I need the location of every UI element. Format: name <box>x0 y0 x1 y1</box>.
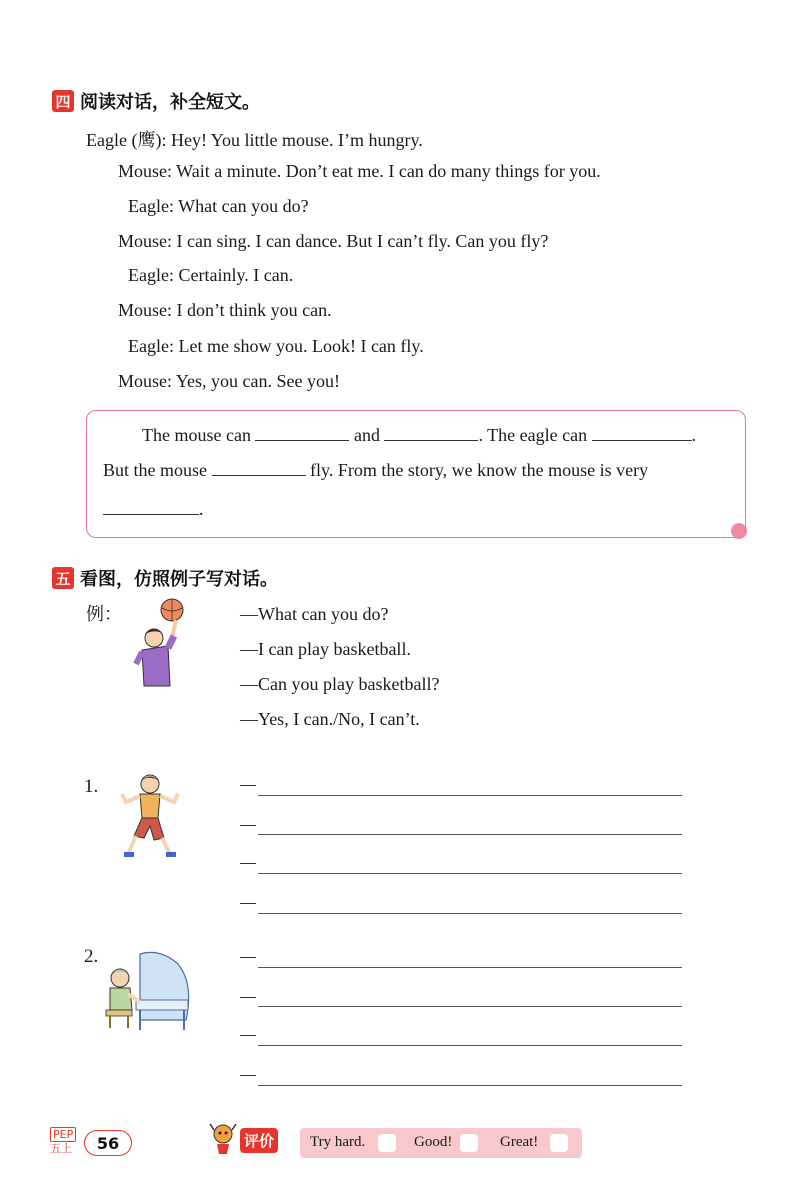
blank-5[interactable] <box>103 513 199 515</box>
dialogue-line-8: Mouse: Yes, you can. See you! <box>118 371 340 391</box>
story-line-1 <box>142 425 696 446</box>
example-line-3: —Can you play basketball? <box>240 674 440 694</box>
story-line-3 <box>103 499 204 520</box>
dash <box>240 863 256 864</box>
pep-logo: PEP <box>50 1127 76 1142</box>
story-text: . The eagle can <box>478 425 588 445</box>
dash <box>240 1035 256 1036</box>
story-text: But the mouse <box>103 460 207 480</box>
dialogue-line-1: Eagle (鹰): Hey! You little mouse. I’m hungry. <box>86 130 423 150</box>
cartoon-mascot-icon <box>208 1122 238 1156</box>
evaluation-label: 评价 <box>240 1128 278 1153</box>
story-text: fly. From the story, we know the mouse is very <box>310 460 649 480</box>
section-4-badge: 四 <box>52 90 74 112</box>
piano-player-icon <box>100 944 196 1036</box>
question-1-label: 1. <box>84 776 99 797</box>
story-text: and <box>353 425 380 445</box>
evaluation-bar <box>300 1128 582 1158</box>
answer-line-2-3[interactable] <box>258 1045 682 1046</box>
story-text: . <box>199 499 204 519</box>
example-line-1: —What can you do? <box>240 604 389 624</box>
blank-3[interactable] <box>592 439 692 441</box>
eval-option-try-hard: Try hard. <box>310 1134 366 1150</box>
grade-label: 五上 <box>50 1142 72 1155</box>
answer-line-1-3[interactable] <box>258 873 682 874</box>
page-number <box>84 1130 132 1156</box>
answer-line-1-1[interactable] <box>258 795 682 796</box>
section-4-heading <box>52 88 260 114</box>
dash <box>240 903 256 904</box>
blank-4[interactable] <box>212 474 306 476</box>
dash <box>240 957 256 958</box>
dialogue-line-3: Eagle: What can you do? <box>128 196 309 216</box>
answer-line-2-4[interactable] <box>258 1085 682 1086</box>
answer-line-2-1[interactable] <box>258 967 682 968</box>
blank-1[interactable] <box>255 439 349 441</box>
dash <box>240 785 256 786</box>
eval-option-great: Great! <box>500 1134 539 1150</box>
blank-2[interactable] <box>384 439 478 441</box>
page-number-text: 56 <box>96 1133 120 1153</box>
dialogue-line-2: Mouse: Wait a minute. Don’t eat me. I can do many things for you. <box>118 161 601 181</box>
section-5-heading <box>52 565 278 591</box>
flower-icon <box>731 523 747 539</box>
section-5-title: 看图，仿照例子写对话。 <box>80 569 278 590</box>
question-2-label: 2. <box>84 946 99 967</box>
example-line-2: —I can play basketball. <box>240 639 411 659</box>
example-line-4: —Yes, I can./No, I can’t. <box>240 709 420 729</box>
pep-grade-label <box>50 1127 76 1155</box>
eval-option-good: Good! <box>414 1134 453 1150</box>
answer-line-2-2[interactable] <box>258 1006 682 1007</box>
dash <box>240 997 256 998</box>
dialogue-line-5: Eagle: Certainly. I can. <box>128 265 294 285</box>
checkbox-great[interactable] <box>550 1134 568 1152</box>
dialogue-line-7: Eagle: Let me show you. Look! I can fly. <box>128 336 424 356</box>
section-5-badge: 五 <box>52 567 74 589</box>
example-label: 例： <box>86 604 122 624</box>
story-box <box>86 410 746 538</box>
story-line-2 <box>103 460 648 481</box>
story-text: The mouse can <box>142 425 251 445</box>
checkbox-try-hard[interactable] <box>378 1134 396 1152</box>
dash <box>240 825 256 826</box>
dialogue-line-6: Mouse: I don’t think you can. <box>118 300 332 320</box>
dialogue-line-4: Mouse: I can sing. I can dance. But I can’t fly. Can you fly? <box>118 231 549 251</box>
answer-line-1-2[interactable] <box>258 834 682 835</box>
story-text: . <box>691 425 697 445</box>
section-4-title: 阅读对话，补全短文。 <box>80 92 260 113</box>
dash <box>240 1075 256 1076</box>
answer-line-1-4[interactable] <box>258 913 682 914</box>
basketball-boy-icon <box>132 598 192 690</box>
checkbox-good[interactable] <box>460 1134 478 1152</box>
kungfu-boy-icon <box>118 772 182 860</box>
